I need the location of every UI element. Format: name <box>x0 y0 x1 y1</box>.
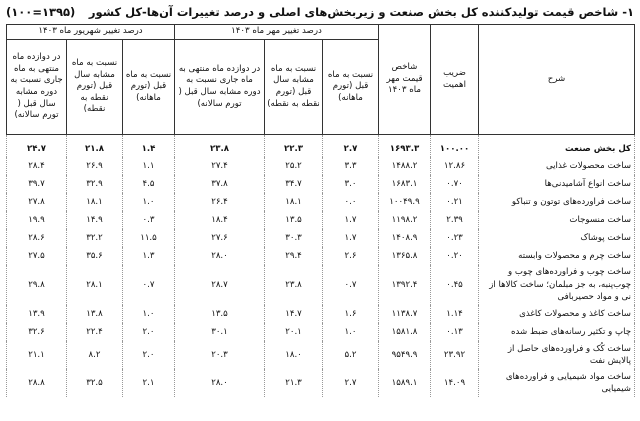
cell-mehr-annual: ۲۰.۳ <box>175 341 265 369</box>
cell-description: کل بخش صنعت <box>479 135 635 158</box>
cell-mehr-monthly: ۱.۷ <box>323 211 379 229</box>
header-mehr-monthly: نسبت به ماه قبل (تورم ماهانه) <box>323 40 379 135</box>
cell-shahrivar-annual: ۱۳.۹ <box>7 305 67 323</box>
cell-mehr-annual: ۳۷.۸ <box>175 175 265 193</box>
cell-description: ساخت فراورده‌های توتون و تنباکو <box>479 193 635 211</box>
cell-mehr-monthly: ۰.۰ <box>323 193 379 211</box>
cell-index: ۱۱۳۸.۷ <box>379 305 431 323</box>
cell-weight: ۰.۲۰ <box>431 247 479 265</box>
cell-mehr-annual: ۲۳.۸ <box>175 135 265 158</box>
cell-weight: ۱۴.۰۹ <box>431 369 479 397</box>
table-row <box>7 157 635 175</box>
cell-shahrivar-annual: ۲۷.۵ <box>7 247 67 265</box>
cell-shahrivar-monthly: ۰.۷ <box>123 265 175 305</box>
cell-shahrivar-monthly: ۴.۵ <box>123 175 175 193</box>
cell-mehr-annual: ۳۰.۱ <box>175 323 265 341</box>
table-row <box>7 341 635 369</box>
cell-shahrivar-monthly: ۱.۰ <box>123 305 175 323</box>
header-zarib: ضریب اهمیت <box>431 25 479 135</box>
cell-mehr-annual: ۲۶.۴ <box>175 193 265 211</box>
cell-weight: ۲۳.۹۲ <box>431 341 479 369</box>
cell-mehr-yoy: ۲۵.۲ <box>265 157 323 175</box>
cell-description: ساخت انواع آشامیدنی‌ها <box>479 175 635 193</box>
table-row <box>7 305 635 323</box>
cell-index: ۱۱۹۸.۲ <box>379 211 431 229</box>
cell-shahrivar-yoy: ۲۱.۸ <box>67 135 123 158</box>
cell-index: ۱۶۸۳.۱ <box>379 175 431 193</box>
table-title: ۱- شاخص قیمت تولیدکننده کل بخش صنعت و زیربخش‌های اصلی و درصد تغییرات آن‌ها-کل کشور <box>88 5 634 19</box>
cell-shahrivar-yoy: ۲۲.۴ <box>67 323 123 341</box>
cell-index: ۱۴۰۸.۹ <box>379 229 431 247</box>
cell-weight: ۱.۱۴ <box>431 305 479 323</box>
cell-mehr-yoy: ۱۳.۵ <box>265 211 323 229</box>
cell-weight: ۰.۲۱ <box>431 193 479 211</box>
cell-description: ساخت چرم و محصولات وابسته <box>479 247 635 265</box>
cell-weight: ۲.۳۹ <box>431 211 479 229</box>
cell-index: ۱۵۸۹.۱ <box>379 369 431 397</box>
cell-mehr-annual: ۲۷.۶ <box>175 229 265 247</box>
cell-mehr-monthly: ۱.۰ <box>323 323 379 341</box>
title-row <box>6 2 634 22</box>
header-index: شاخص قیمت مهر ماه ۱۴۰۳ <box>379 25 431 135</box>
table-row-total <box>7 135 635 158</box>
cell-shahrivar-annual: ۲۸.۴ <box>7 157 67 175</box>
cell-description: ساخت پوشاک <box>479 229 635 247</box>
cell-shahrivar-monthly: ۲.۰ <box>123 341 175 369</box>
cell-index: ۱۵۸۱.۸ <box>379 323 431 341</box>
cell-shahrivar-annual: ۲۱.۱ <box>7 341 67 369</box>
cell-index: ۱۰۰۴۹.۹ <box>379 193 431 211</box>
cell-shahrivar-yoy: ۱۸.۱ <box>67 193 123 211</box>
cell-mehr-yoy: ۳۴.۷ <box>265 175 323 193</box>
header-shahrivar-group: درصد تغییر شهریور ماه ۱۴۰۳ <box>7 25 175 40</box>
cell-index: ۱۶۹۳.۳ <box>379 135 431 158</box>
table-row <box>7 175 635 193</box>
cell-shahrivar-yoy: ۳۵.۶ <box>67 247 123 265</box>
cell-mehr-yoy: ۱۴.۷ <box>265 305 323 323</box>
cell-shahrivar-annual: ۳۹.۷ <box>7 175 67 193</box>
cell-index: ۱۴۸۸.۲ <box>379 157 431 175</box>
cell-description: ساخت منسوجات <box>479 211 635 229</box>
cell-mehr-annual: ۲۷.۴ <box>175 157 265 175</box>
cell-shahrivar-yoy: ۱۴.۹ <box>67 211 123 229</box>
cell-description: ساخت کُک و فراورده‌های حاصل از پالایش نفت <box>479 341 635 369</box>
cell-mehr-yoy: ۲۹.۴ <box>265 247 323 265</box>
cell-shahrivar-monthly: ۰.۳ <box>123 211 175 229</box>
cell-mehr-yoy: ۱۸.۱ <box>265 193 323 211</box>
cell-mehr-monthly: ۲.۷ <box>323 369 379 397</box>
cell-shahrivar-monthly: ۱۱.۵ <box>123 229 175 247</box>
cell-mehr-yoy: ۲۰.۱ <box>265 323 323 341</box>
header-shahrivar-monthly: نسبت به ماه قبل (تورم ماهانه) <box>123 40 175 135</box>
cell-shahrivar-yoy: ۱۳.۸ <box>67 305 123 323</box>
cell-description: ساخت مواد شیمیایی و فراورده‌های شیمیایی <box>479 369 635 397</box>
cell-mehr-yoy: ۱۸.۰ <box>265 341 323 369</box>
cell-description: ساخت چوب و فراورده‌های چوب و چوب‌پنبه، به جز مبلمان؛ ساخت کالاها از نی و مواد حصیربافی <box>479 265 635 305</box>
cell-mehr-monthly: ۱.۷ <box>323 229 379 247</box>
cell-shahrivar-yoy: ۲۶.۹ <box>67 157 123 175</box>
cell-mehr-yoy: ۲۱.۳ <box>265 369 323 397</box>
cell-shahrivar-annual: ۱۹.۹ <box>7 211 67 229</box>
table-header <box>7 25 635 135</box>
base-year-note: (۱۰۰=۱۳۹۵) <box>6 5 76 19</box>
cell-mehr-monthly: ۰.۷ <box>323 265 379 305</box>
header-mehr-group: درصد تغییر مهر ماه ۱۴۰۳ <box>175 25 379 40</box>
table-row <box>7 265 635 305</box>
cell-weight: ۱۲.۸۶ <box>431 157 479 175</box>
header-sharh: شرح <box>479 25 635 135</box>
cell-weight: ۱۰۰.۰۰ <box>431 135 479 158</box>
ppi-table <box>6 24 635 397</box>
table-row <box>7 211 635 229</box>
cell-weight: ۰.۲۳ <box>431 229 479 247</box>
cell-shahrivar-monthly: ۱.۴ <box>123 135 175 158</box>
cell-mehr-monthly: ۳.۰ <box>323 175 379 193</box>
cell-index: ۱۳۹۲.۴ <box>379 265 431 305</box>
header-mehr-annual: در دوازده ماه منتهی به ماه جاری نسبت به دوره مشابه سال قبل ( تورم سالانه) <box>175 40 265 135</box>
cell-mehr-yoy: ۳۰.۳ <box>265 229 323 247</box>
header-shahrivar-yoy: نسبت به ماه مشابه سال قبل (تورم نقطه به نقطه) <box>67 40 123 135</box>
table-row <box>7 247 635 265</box>
cell-shahrivar-annual: ۳۲.۶ <box>7 323 67 341</box>
cell-shahrivar-annual: ۲۸.۶ <box>7 229 67 247</box>
cell-weight: ۰.۴۵ <box>431 265 479 305</box>
cell-mehr-monthly: ۵.۲ <box>323 341 379 369</box>
cell-shahrivar-monthly: ۲.۱ <box>123 369 175 397</box>
cell-shahrivar-yoy: ۳۲.۹ <box>67 175 123 193</box>
cell-mehr-annual: ۲۸.۰ <box>175 369 265 397</box>
cell-mehr-annual: ۲۸.۷ <box>175 265 265 305</box>
cell-mehr-monthly: ۲.۶ <box>323 247 379 265</box>
cell-shahrivar-yoy: ۳۲.۲ <box>67 229 123 247</box>
cell-weight: ۰.۱۳ <box>431 323 479 341</box>
cell-mehr-yoy: ۲۲.۳ <box>265 135 323 158</box>
cell-shahrivar-annual: ۲۷.۸ <box>7 193 67 211</box>
cell-mehr-yoy: ۲۳.۸ <box>265 265 323 305</box>
cell-shahrivar-monthly: ۲.۰ <box>123 323 175 341</box>
table-row <box>7 229 635 247</box>
header-shahrivar-annual: در دوازده ماه منتهی به ماه جاری نسبت به دوره مشابه سال قبل ( تورم سالانه) <box>7 40 67 135</box>
cell-mehr-annual: ۱۳.۵ <box>175 305 265 323</box>
cell-mehr-annual: ۱۸.۴ <box>175 211 265 229</box>
cell-mehr-monthly: ۳.۳ <box>323 157 379 175</box>
cell-description: ساخت محصولات غذایی <box>479 157 635 175</box>
table-row <box>7 323 635 341</box>
cell-shahrivar-yoy: ۸.۲ <box>67 341 123 369</box>
cell-weight: ۰.۷۰ <box>431 175 479 193</box>
table-row <box>7 369 635 397</box>
cell-shahrivar-yoy: ۳۲.۵ <box>67 369 123 397</box>
cell-shahrivar-yoy: ۲۸.۱ <box>67 265 123 305</box>
cell-mehr-annual: ۲۸.۰ <box>175 247 265 265</box>
cell-shahrivar-monthly: ۱.۳ <box>123 247 175 265</box>
cell-shahrivar-annual: ۲۹.۸ <box>7 265 67 305</box>
header-mehr-yoy: نسبت به ماه مشابه سال قبل (تورم نقطه به نقطه) <box>265 40 323 135</box>
cell-mehr-monthly: ۱.۶ <box>323 305 379 323</box>
cell-shahrivar-monthly: ۱.۱ <box>123 157 175 175</box>
cell-shahrivar-monthly: ۱.۰ <box>123 193 175 211</box>
cell-shahrivar-annual: ۲۸.۸ <box>7 369 67 397</box>
cell-index: ۹۵۴۹.۹ <box>379 341 431 369</box>
cell-shahrivar-annual: ۲۴.۷ <box>7 135 67 158</box>
cell-index: ۱۳۶۵.۸ <box>379 247 431 265</box>
cell-description: چاپ و تکثیر رسانه‌های ضبط شده <box>479 323 635 341</box>
table-row <box>7 193 635 211</box>
cell-description: ساخت کاغذ و محصولات کاغذی <box>479 305 635 323</box>
table-body <box>7 135 635 398</box>
cell-mehr-monthly: ۲.۷ <box>323 135 379 158</box>
